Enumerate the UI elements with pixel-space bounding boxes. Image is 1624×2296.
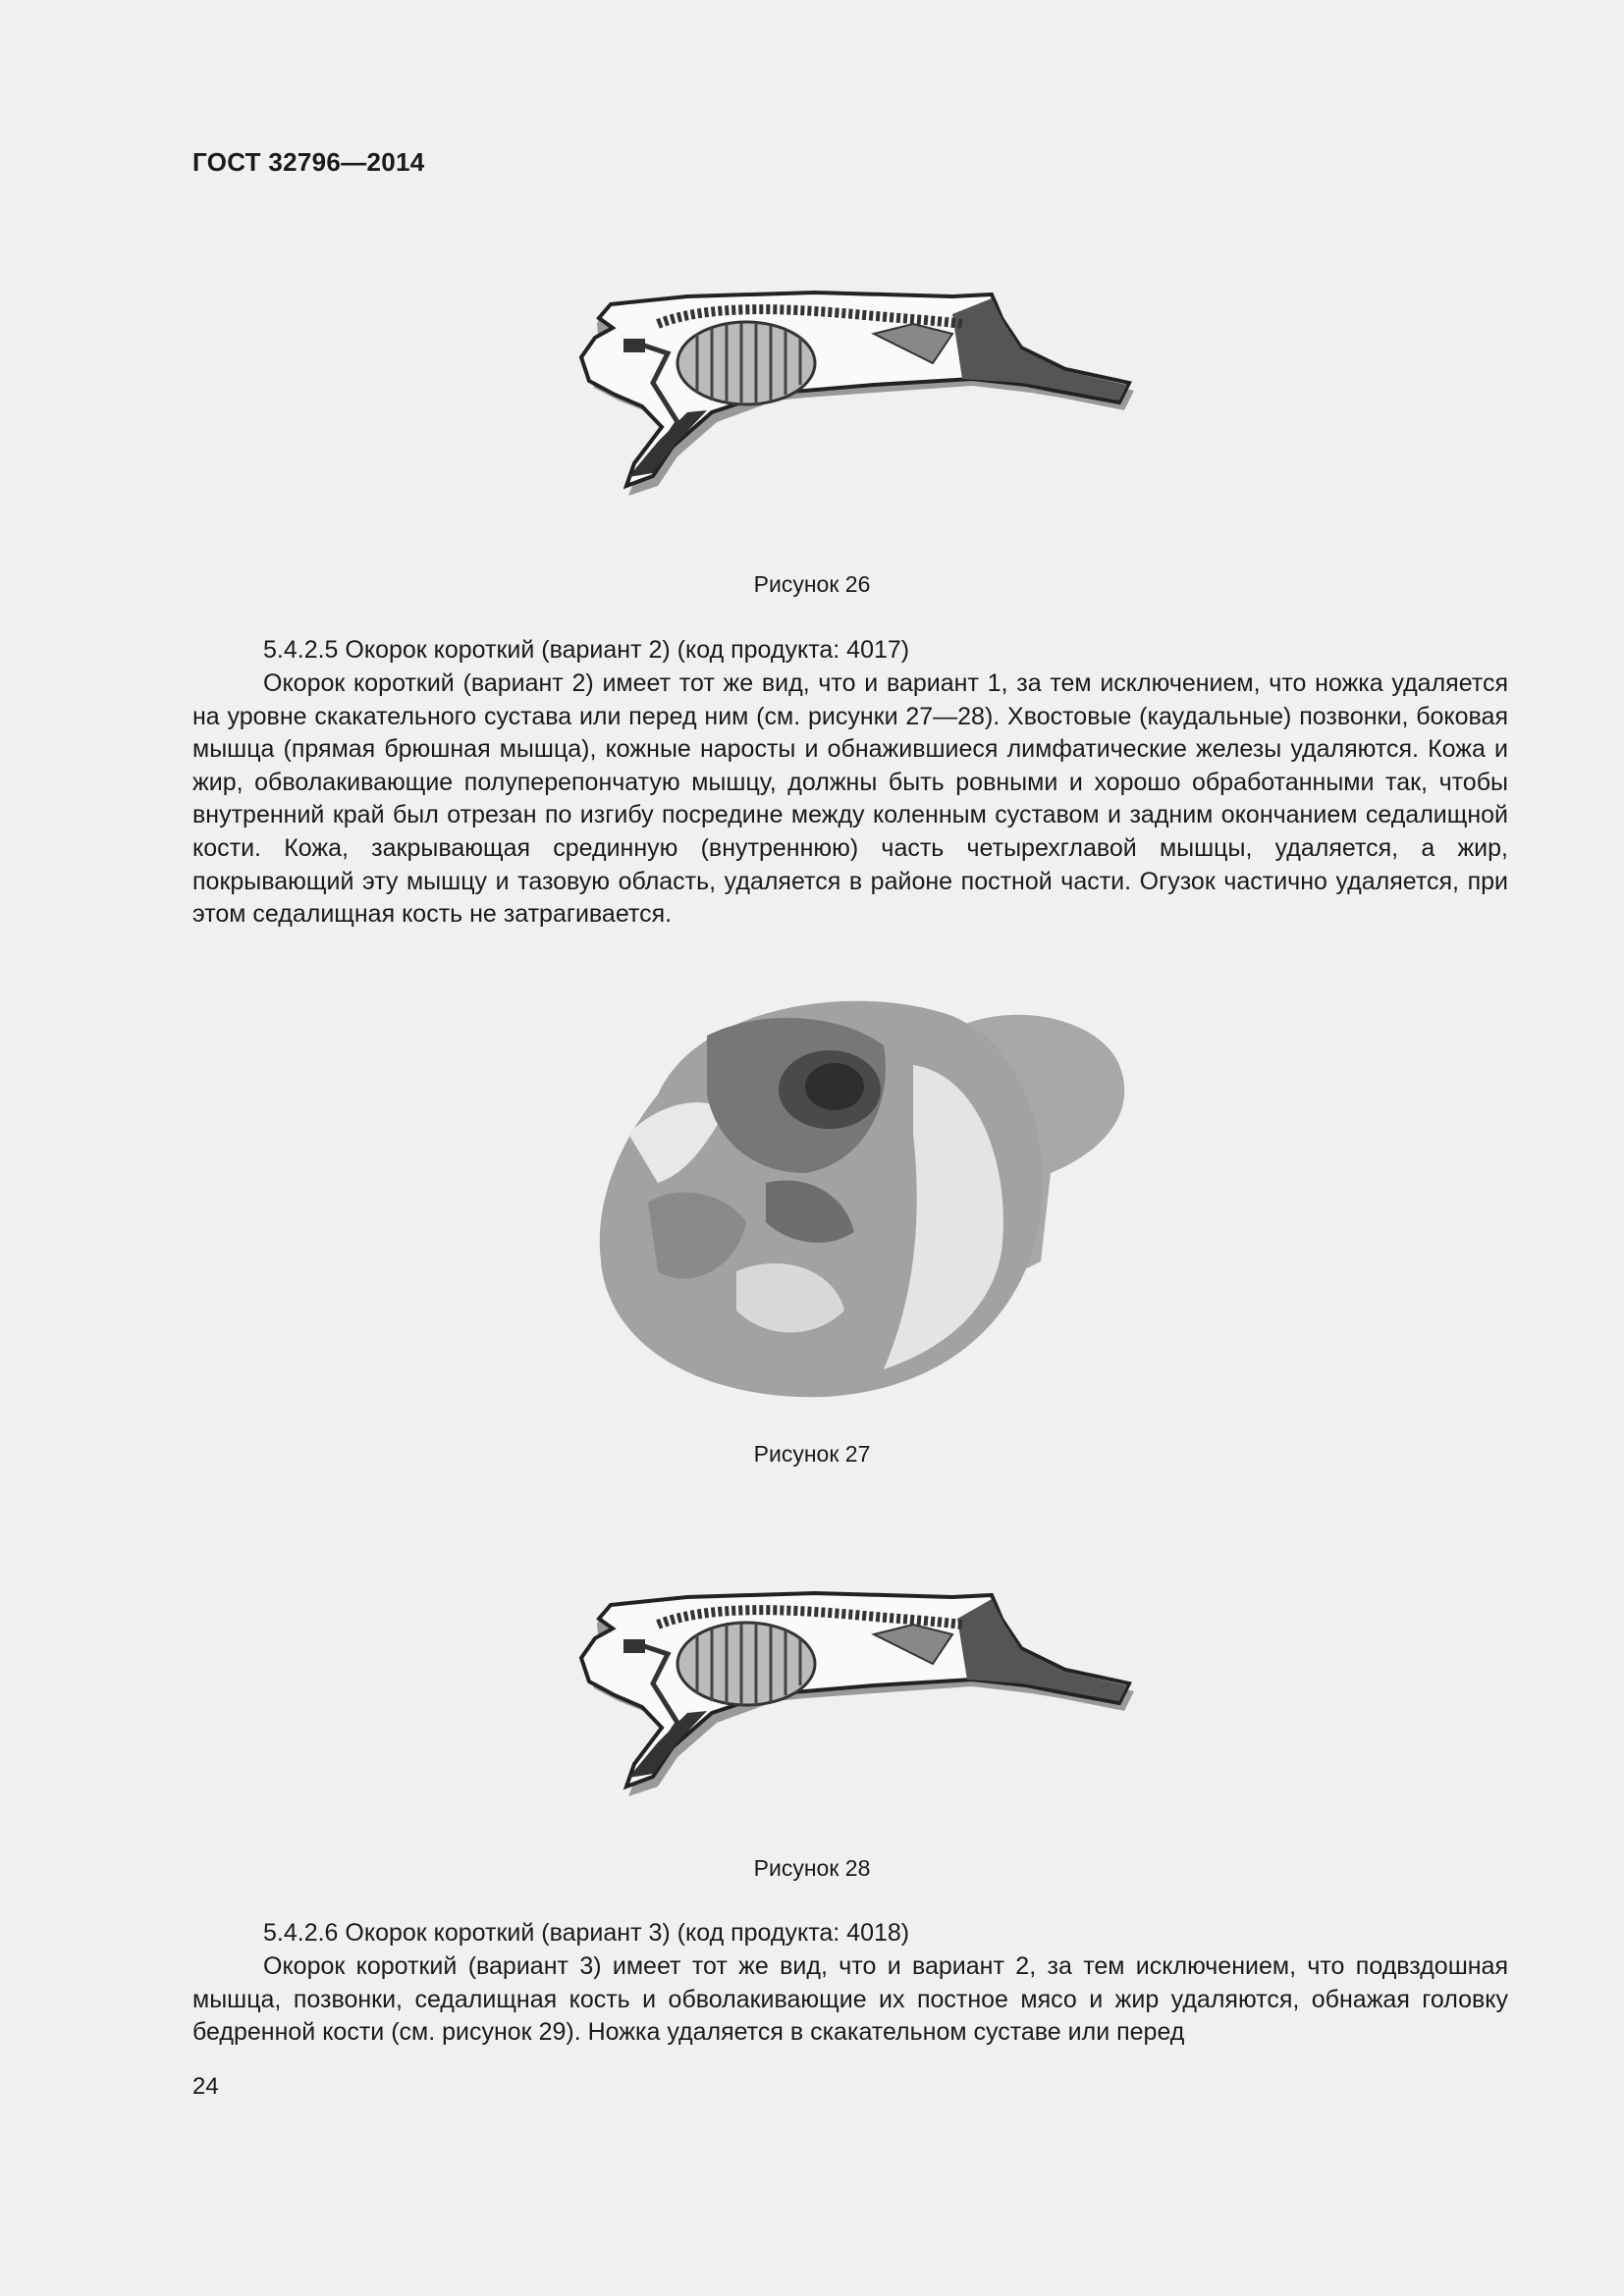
figure-27-ham-photo (589, 977, 1139, 1409)
paragraph: Окорок короткий (вариант 3) имеет тот же вид, что и вариант 2, за тем исключением, что подвздошная мышца, позвонки, седалищная кость и обволакивающие их постное мясо и жир удаляются, обнажая головку бедренной кости (см. рисунок 29). Ножка удаляется в скакательном суставе или перед (192, 1952, 1508, 2047)
paragraph: Окорок короткий (вариант 2) имеет тот же вид, что и вариант 1, за тем исключением, что ножка удаляется на уровне скакательного сустава или перед ним (см. рисунки 27—28). Хвостовые (каудальные) позвонки, боковая мышца (прямая брюшная мышца), кожные наросты и обнажившиеся лимфатические железы удаляются. Кожа и жир, обволакивающие полуперепончатую мышцу, должны быть ровными и хорошо обработанными так, чтобы внутренний край был отрезан по изгибу посредине между коленным суставом и задним окончанием седалищной кости. Кожа, закрывающая срединную (внутреннюю) часть четырехглавой мышцы, удаляется, а жир, покрывающий эту мышцу и тазовую область, удаляется в районе постной части. Огузок частично удаляется, при этом седалищная кость не затрагивается. (192, 669, 1508, 929)
page-number: 24 (192, 2073, 219, 2100)
section-title-5-4-2-5: 5.4.2.5 Окорок короткий (вариант 2) (код продукта: 4017) (263, 636, 910, 664)
figure-27-caption: Рисунок 27 (753, 1441, 871, 1467)
figure-26-carcass-diagram (560, 285, 1139, 501)
figure-28-carcass-diagram (560, 1585, 1139, 1801)
section-title-5-4-2-6: 5.4.2.6 Окорок короткий (вариант 3) (код продукта: 4018) (263, 1919, 910, 1947)
document-header: ГОСТ 32796—2014 (192, 147, 425, 177)
figure-28-caption: Рисунок 28 (753, 1855, 871, 1881)
section-body-5-4-2-6 (192, 1950, 1508, 2050)
section-body-5-4-2-5 (192, 667, 1508, 932)
figure-26-caption: Рисунок 26 (753, 571, 871, 597)
